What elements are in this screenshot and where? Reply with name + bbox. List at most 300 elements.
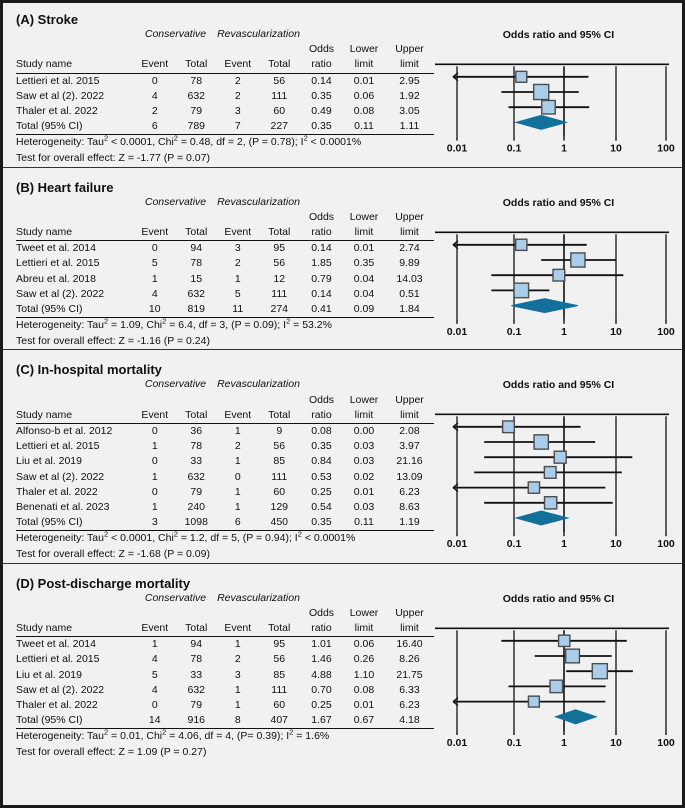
plot-container [435, 27, 682, 167]
header-lower-limit: Lower limit [343, 606, 385, 637]
cell-total-revascularization: 85 [273, 455, 286, 468]
table-row [16, 652, 434, 667]
table-row [16, 287, 434, 302]
cell-upper-limit: 2.95 [399, 74, 420, 87]
panel-body [3, 591, 682, 761]
total-row [16, 515, 434, 531]
cell-total-revascularization: 227 [259, 119, 301, 135]
cell-upper-limit: 1.19 [385, 515, 434, 531]
effect-marker [559, 635, 570, 646]
spacer-cell [343, 377, 385, 392]
cell-lower-limit: 0.11 [343, 119, 385, 135]
header-lower-limit: Lower limit [343, 393, 385, 424]
cell-event-conservative: 6 [134, 119, 176, 135]
table-row [16, 485, 434, 500]
effect-marker [544, 467, 556, 479]
cell-upper-limit: 9.89 [399, 257, 420, 270]
cell-upper-limit: 6.23 [399, 699, 420, 712]
total-row [16, 302, 434, 318]
header-total-conservative: Total [176, 42, 218, 73]
panel-c [3, 350, 682, 563]
cell-total-conservative: 632 [187, 89, 206, 102]
header-total-revascularization: Total [259, 210, 301, 241]
effect-marker [516, 71, 527, 82]
cell-event-conservative: 4 [151, 683, 158, 696]
cell-total-conservative: 632 [187, 287, 206, 300]
cell-lower-limit: 0.01 [353, 699, 375, 712]
panel-title: (B) Heart failure [16, 179, 114, 195]
cell-total-conservative: 79 [190, 105, 203, 118]
table-container [3, 195, 435, 350]
table-row [16, 241, 434, 257]
cell-total-revascularization: 111 [271, 89, 288, 102]
cell-study-name: Liu et al. 2019 [16, 668, 82, 681]
cell-study-name: Lettieri et al. 2015 [16, 74, 100, 87]
table-container [3, 377, 435, 562]
overall-effect-line: Test for overall effect: Z = -1.68 (P = 0.09) [16, 548, 210, 561]
cell-lower-limit: 0.03 [353, 455, 375, 468]
spacer-cell [300, 377, 343, 392]
cell-upper-limit: 6.23 [399, 485, 420, 498]
cell-event-conservative: 2 [151, 105, 158, 118]
header-study-name: Study name [16, 393, 134, 424]
plot-title: Odds ratio and 95% CI [502, 379, 615, 392]
cell-odds-ratio: 0.35 [300, 515, 343, 531]
cell-total-conservative: 78 [190, 653, 203, 666]
effect-marker [550, 680, 562, 692]
cell-odds-ratio: 0.41 [300, 302, 343, 318]
cell-study-name: Total (95% CI) [16, 119, 134, 135]
effect-marker [534, 435, 548, 449]
table-row [16, 454, 434, 469]
panel-title: (C) In-hospital mortality [16, 362, 162, 378]
cell-event-conservative: 5 [151, 257, 158, 270]
cell-total-revascularization: 95 [273, 638, 286, 651]
panel-d [3, 564, 682, 761]
header-total-conservative: Total [176, 393, 218, 424]
cell-study-name: Tweet et al. 2014 [16, 638, 96, 651]
cell-total-revascularization: 95 [273, 242, 286, 255]
cell-odds-ratio: 0.35 [311, 89, 332, 102]
cell-study-name: Saw et al (2). 2022 [16, 470, 105, 483]
heterogeneity-line: Heterogeneity: Tau$^2$ < 0.0001, Chi$^2$ = 1.2, df = 5, (P = 0.94); $I^2 < 0.0001\%$ [16, 529, 356, 545]
cell-event-revascularization: 5 [234, 287, 241, 300]
panel-b [3, 168, 682, 351]
cell-total-revascularization: 9 [276, 425, 283, 438]
plot-title: Odds ratio and 95% CI [502, 592, 615, 605]
panel-body [3, 195, 682, 350]
cell-total-conservative: 33 [190, 455, 203, 468]
cell-odds-ratio: 0.53 [311, 470, 332, 483]
cell-event-conservative: 0 [151, 242, 158, 255]
header-odds-ratio: Odds ratio [300, 210, 343, 241]
spacer-cell [16, 195, 134, 210]
group-header-row [16, 591, 434, 606]
spacer-cell [16, 27, 134, 42]
cell-event-conservative: 0 [151, 455, 158, 468]
cell-odds-ratio: 0.84 [311, 455, 332, 468]
cell-lower-limit: 0.06 [353, 638, 375, 651]
spacer-cell [385, 195, 434, 210]
heterogeneity-line: Heterogeneity: Tau$^2$ = 0.01, Chi$^2$ = 4.06, df = 4, (P= 0.39); $I^2 = 1.6\%$ [16, 727, 330, 743]
cell-total-revascularization: 60 [273, 699, 286, 712]
header-odds-ratio: Odds ratio [300, 606, 343, 637]
cell-event-revascularization: 0 [234, 470, 241, 483]
cell-event-revascularization: 1 [234, 501, 241, 514]
forest-plot-b [435, 195, 675, 341]
study-table-c [16, 377, 434, 531]
effect-marker [545, 497, 557, 509]
header-total-revascularization: Total [259, 393, 301, 424]
cell-study-name: Thaler et al. 2022 [16, 699, 98, 712]
effect-marker [542, 100, 556, 114]
cell-event-revascularization: 1 [234, 699, 241, 712]
cell-odds-ratio: 0.70 [311, 683, 332, 696]
plot-container [435, 195, 682, 350]
effect-marker [503, 421, 515, 433]
header-upper-limit: Upper limit [385, 606, 434, 637]
effect-marker [554, 452, 566, 464]
cell-upper-limit: 0.51 [399, 287, 420, 300]
cell-upper-limit: 1.92 [399, 89, 420, 102]
cell-total-conservative: 78 [190, 440, 203, 453]
header-event-conservative: Event [134, 210, 176, 241]
cell-total-revascularization: 60 [273, 485, 286, 498]
cell-event-conservative: 0 [151, 74, 158, 87]
cell-total-revascularization: 111 [271, 683, 288, 696]
group-header-revascularization: Revascularization [217, 378, 300, 391]
cell-event-revascularization: 6 [217, 515, 259, 531]
cell-study-name: Benenati et al. 2023 [16, 501, 110, 514]
group-header-conservative: Conservative [144, 28, 207, 40]
summary-diamond [516, 115, 566, 129]
cell-lower-limit: 0.09 [343, 302, 385, 318]
effect-marker [571, 253, 585, 267]
cell-odds-ratio: 0.08 [311, 425, 332, 438]
cell-upper-limit: 13.09 [396, 470, 423, 483]
header-study-name: Study name [16, 42, 134, 73]
cell-odds-ratio: 1.67 [300, 713, 343, 729]
cell-lower-limit: 0.11 [343, 515, 385, 531]
cell-event-revascularization: 3 [234, 242, 241, 255]
axis-tick-label: 10 [610, 538, 622, 551]
cell-event-revascularization: 2 [234, 89, 241, 102]
cell-odds-ratio: 0.54 [311, 501, 332, 514]
cell-event-revascularization: 1 [234, 455, 241, 468]
cell-study-name: Lettieri et al. 2015 [16, 440, 100, 453]
cell-event-revascularization: 7 [217, 119, 259, 135]
study-table-d [16, 591, 434, 730]
cell-upper-limit: 8.26 [399, 653, 420, 666]
cell-study-name: Saw et al (2). 2022 [16, 683, 105, 696]
cell-event-revascularization: 1 [234, 425, 241, 438]
spacer-cell [385, 27, 434, 42]
table-row [16, 683, 434, 698]
cell-odds-ratio: 0.35 [300, 119, 343, 135]
cell-event-conservative: 1 [151, 272, 158, 285]
cell-study-name: Total (95% CI) [16, 515, 134, 531]
cell-total-conservative: 33 [190, 668, 203, 681]
cell-total-conservative: 632 [187, 683, 206, 696]
cell-event-revascularization: 1 [234, 683, 241, 696]
effect-marker [592, 663, 607, 678]
plot-title: Odds ratio and 95% CI [502, 196, 615, 209]
overall-effect-line: Test for overall effect: Z = -1.16 (P = 0.24) [16, 334, 210, 347]
cell-event-revascularization: 1 [234, 272, 241, 285]
summary-diamond [511, 298, 577, 312]
header-event-conservative: Event [134, 606, 176, 637]
cell-total-conservative: 36 [190, 425, 203, 438]
cell-lower-limit: 0.08 [353, 105, 375, 118]
cell-odds-ratio: 0.14 [311, 287, 332, 300]
axis-tick-label: 0.1 [506, 538, 522, 551]
cell-odds-ratio: 0.35 [311, 440, 332, 453]
cell-total-revascularization: 56 [273, 440, 286, 453]
spacer-cell [300, 27, 343, 42]
cell-study-name: Thaler et al. 2022 [16, 105, 98, 118]
header-study-name: Study name [16, 210, 134, 241]
header-total-conservative: Total [176, 606, 218, 637]
cell-event-conservative: 1 [151, 638, 158, 651]
header-total-revascularization: Total [259, 42, 301, 73]
cell-lower-limit: 0.35 [353, 257, 375, 270]
column-header-row [16, 393, 434, 424]
cell-total-conservative: 1098 [176, 515, 218, 531]
header-lower-limit: Lower limit [343, 42, 385, 73]
plot-title: Odds ratio and 95% CI [502, 29, 615, 41]
cell-upper-limit: 21.16 [396, 455, 423, 468]
table-row [16, 73, 434, 89]
cell-event-conservative: 0 [151, 485, 158, 498]
cell-event-revascularization: 2 [234, 653, 241, 666]
column-header-row [16, 42, 434, 73]
table-row [16, 256, 434, 271]
cell-lower-limit: 0.02 [353, 470, 375, 483]
axis-tick-label: 0.1 [506, 325, 522, 338]
cell-study-name: Lettieri et al. 2015 [16, 653, 100, 666]
study-table-a [16, 27, 434, 135]
cell-odds-ratio: 0.25 [311, 699, 332, 712]
cell-odds-ratio: 0.79 [311, 272, 332, 285]
header-event-revascularization: Event [217, 393, 259, 424]
cell-upper-limit: 3.05 [399, 105, 420, 118]
cell-event-conservative: 5 [151, 668, 158, 681]
total-row [16, 713, 434, 729]
cell-odds-ratio: 0.14 [311, 74, 332, 87]
header-upper-limit: Upper limit [385, 393, 434, 424]
cell-study-name: Saw et al (2). 2022 [16, 287, 105, 300]
axis-tick-label: 100 [657, 142, 675, 155]
header-upper-limit: Upper limit [385, 210, 434, 241]
header-event-revascularization: Event [217, 210, 259, 241]
cell-lower-limit: 0.03 [353, 440, 375, 453]
cell-total-revascularization: 56 [273, 653, 286, 666]
cell-upper-limit: 21.75 [396, 668, 423, 681]
cell-total-conservative: 79 [190, 699, 203, 712]
effect-marker [516, 239, 527, 250]
cell-study-name: Abreu et al. 2018 [16, 272, 96, 285]
cell-total-revascularization: 56 [273, 257, 286, 270]
cell-odds-ratio: 0.14 [311, 242, 332, 255]
cell-event-revascularization: 1 [234, 638, 241, 651]
cell-event-revascularization: 1 [234, 485, 241, 498]
axis-tick-label: 10 [610, 142, 622, 155]
cell-upper-limit: 1.84 [385, 302, 434, 318]
cell-event-revascularization: 3 [234, 105, 241, 118]
spacer-cell [385, 591, 434, 606]
axis-tick-label: 1 [561, 325, 567, 338]
cell-event-conservative: 1 [151, 501, 158, 514]
cell-total-conservative: 78 [190, 74, 203, 87]
summary-diamond [516, 511, 568, 525]
cell-event-revascularization: 2 [234, 74, 241, 87]
table-container [3, 27, 435, 167]
spacer-cell [343, 195, 385, 210]
cell-total-conservative: 240 [187, 501, 206, 514]
axis-tick-label: 0.01 [446, 142, 468, 155]
cell-study-name: Alfonso-b et al. 2012 [16, 425, 113, 438]
cell-total-conservative: 15 [190, 272, 203, 285]
spacer-cell [385, 377, 434, 392]
cell-odds-ratio: 1.85 [311, 257, 332, 270]
cell-total-revascularization: 450 [259, 515, 301, 531]
cell-total-revascularization: 111 [271, 287, 288, 300]
group-header-revascularization: Revascularization [217, 28, 300, 40]
cell-upper-limit: 2.08 [399, 425, 420, 438]
header-upper-limit: Upper limit [385, 42, 434, 73]
cell-event-conservative: 1 [151, 470, 158, 483]
cell-lower-limit: 0.04 [353, 287, 375, 300]
header-odds-ratio: Odds ratio [300, 393, 343, 424]
header-event-revascularization: Event [217, 606, 259, 637]
axis-tick-label: 10 [610, 325, 622, 338]
cell-lower-limit: 0.06 [353, 89, 375, 102]
cell-study-name: Liu et al. 2019 [16, 455, 82, 468]
cell-total-revascularization: 60 [273, 105, 286, 118]
header-event-conservative: Event [134, 393, 176, 424]
study-table-b [16, 195, 434, 319]
cell-study-name: Total (95% CI) [16, 713, 134, 729]
effect-marker [534, 84, 549, 99]
panel-title: (A) Stroke [16, 12, 79, 27]
spacer-cell [16, 591, 134, 606]
header-total-conservative: Total [176, 210, 218, 241]
axis-tick-label: 0.01 [446, 736, 468, 749]
axis-tick-label: 0.1 [506, 736, 522, 749]
cell-study-name: Saw et al (2). 2022 [16, 89, 105, 102]
heterogeneity-line: Heterogeneity: Tau$^2$ < 0.0001, Chi$^2$ = 0.48, df = 2, (P = 0.78); $I^2 < 0.0001\%$ [16, 133, 362, 149]
group-header-conservative: Conservative [144, 378, 207, 391]
cell-odds-ratio: 1.01 [311, 638, 332, 651]
cell-odds-ratio: 4.88 [311, 668, 332, 681]
cell-total-conservative: 632 [187, 470, 206, 483]
cell-event-conservative: 3 [134, 515, 176, 531]
panel-body [3, 377, 682, 562]
cell-lower-limit: 0.04 [353, 272, 375, 285]
cell-lower-limit: 0.01 [353, 485, 375, 498]
group-header-conservative: Conservative [144, 195, 207, 208]
axis-tick-label: 1 [561, 538, 567, 551]
cell-total-revascularization: 274 [259, 302, 301, 318]
cell-lower-limit: 0.67 [343, 713, 385, 729]
axis-tick-label: 100 [657, 538, 675, 551]
column-header-row [16, 606, 434, 637]
table-row [16, 637, 434, 653]
plot-container [435, 591, 682, 761]
cell-event-conservative: 0 [151, 699, 158, 712]
panel-body [3, 27, 682, 167]
cell-event-conservative: 4 [151, 287, 158, 300]
cell-total-conservative: 789 [176, 119, 218, 135]
cell-odds-ratio: 0.25 [311, 485, 332, 498]
cell-study-name: Lettieri et al. 2015 [16, 257, 100, 270]
table-row [16, 500, 434, 515]
cell-upper-limit: 2.74 [399, 242, 420, 255]
effect-marker [553, 269, 565, 281]
cell-event-revascularization: 2 [234, 440, 241, 453]
effect-marker [528, 696, 539, 707]
table-row [16, 668, 434, 683]
cell-event-revascularization: 3 [234, 668, 241, 681]
axis-tick-label: 0.01 [446, 325, 468, 338]
cell-total-revascularization: 56 [273, 74, 286, 87]
cell-event-revascularization: 11 [217, 302, 259, 318]
cell-upper-limit: 16.40 [396, 638, 423, 651]
forest-plot-a [435, 27, 675, 158]
cell-event-conservative: 4 [151, 653, 158, 666]
cell-upper-limit: 4.18 [385, 713, 434, 729]
cell-total-conservative: 916 [176, 713, 218, 729]
overall-effect-line: Test for overall effect: Z = 1.09 (P = 0.27) [16, 746, 207, 759]
cell-lower-limit: 0.03 [353, 501, 375, 514]
header-lower-limit: Lower limit [343, 210, 385, 241]
group-header-row [16, 27, 434, 42]
header-event-conservative: Event [134, 42, 176, 73]
table-row [16, 104, 434, 119]
header-odds-ratio: Odds ratio [300, 42, 343, 73]
table-container [3, 591, 435, 761]
group-header-revascularization: Revascularization [217, 591, 300, 604]
group-header-row [16, 377, 434, 392]
cell-upper-limit: 8.63 [399, 501, 420, 514]
table-row [16, 272, 434, 287]
cell-total-conservative: 94 [190, 638, 203, 651]
spacer-cell [343, 591, 385, 606]
cell-upper-limit: 1.11 [385, 119, 434, 135]
cell-study-name: Total (95% CI) [16, 302, 134, 318]
effect-marker [566, 649, 580, 663]
cell-lower-limit: 0.01 [353, 74, 375, 87]
cell-event-conservative: 14 [134, 713, 176, 729]
header-study-name: Study name [16, 606, 134, 637]
cell-event-revascularization: 8 [217, 713, 259, 729]
overall-effect-line: Test for overall effect: Z = -1.77 (P = 0.07) [16, 152, 210, 165]
cell-total-conservative: 94 [190, 242, 203, 255]
cell-upper-limit: 14.03 [396, 272, 423, 285]
axis-tick-label: 0.1 [506, 142, 522, 155]
header-total-revascularization: Total [259, 606, 301, 637]
cell-total-conservative: 819 [176, 302, 218, 318]
spacer-cell [343, 27, 385, 42]
table-row [16, 89, 434, 104]
column-header-row [16, 210, 434, 241]
forest-plot-c [435, 377, 675, 553]
axis-tick-label: 100 [657, 325, 675, 338]
cell-total-revascularization: 12 [273, 272, 286, 285]
axis-tick-label: 100 [657, 736, 675, 749]
cell-lower-limit: 0.26 [353, 653, 375, 666]
spacer-cell [300, 591, 343, 606]
